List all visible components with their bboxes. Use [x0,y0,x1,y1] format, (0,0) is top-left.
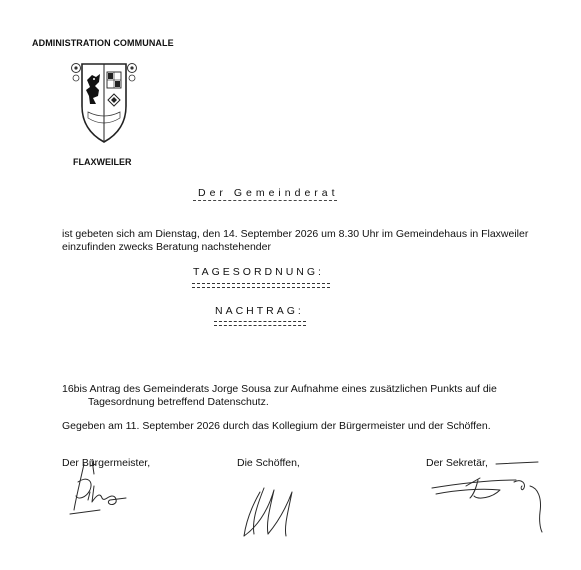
mayor-signature-label: Der Bürgermeister, [62,457,151,469]
addressee: Der Gemeinderat [198,187,339,199]
secretary-signature-icon [426,458,556,538]
secretary-signature-label: Der Sekretär, [426,457,488,469]
town-name: FLAXWEILER [73,157,132,167]
mayor-signature-icon [60,452,140,527]
organization-name: ADMINISTRATION COMMUNALE [32,38,174,48]
agenda-heading: TAGESORDNUNG: [193,266,324,278]
supplement-heading: NACHTRAG: [215,305,304,317]
municipal-coat-of-arms-icon [68,60,140,146]
agenda-item-line: 16bis Antrag des Gemeinderats Jorge Sousa zur Aufnahme eines zusätzlichen Punkts auf die [62,383,497,395]
agenda-item [62,383,552,409]
addressee-underline [193,200,337,201]
invitation-text: ist gebeten sich am Dienstag, den 14. September 2026 um 8.30 Uhr im Gemeindehaus in Flaxweiler einzufinden zwecks Beratung nachstehender [62,228,529,253]
given-statement: Gegeben am 11. September 2026 durch das Kollegium der Bürgermeister und der Schöffen. [62,420,491,432]
aldermen-signature-icon [238,482,302,542]
agenda-heading-underline [192,283,330,288]
agenda-item-line: Tagesordnung betreffend Datenschutz. [88,396,269,408]
aldermen-signature-label: Die Schöffen, [237,457,300,469]
supplement-heading-underline [214,321,306,326]
